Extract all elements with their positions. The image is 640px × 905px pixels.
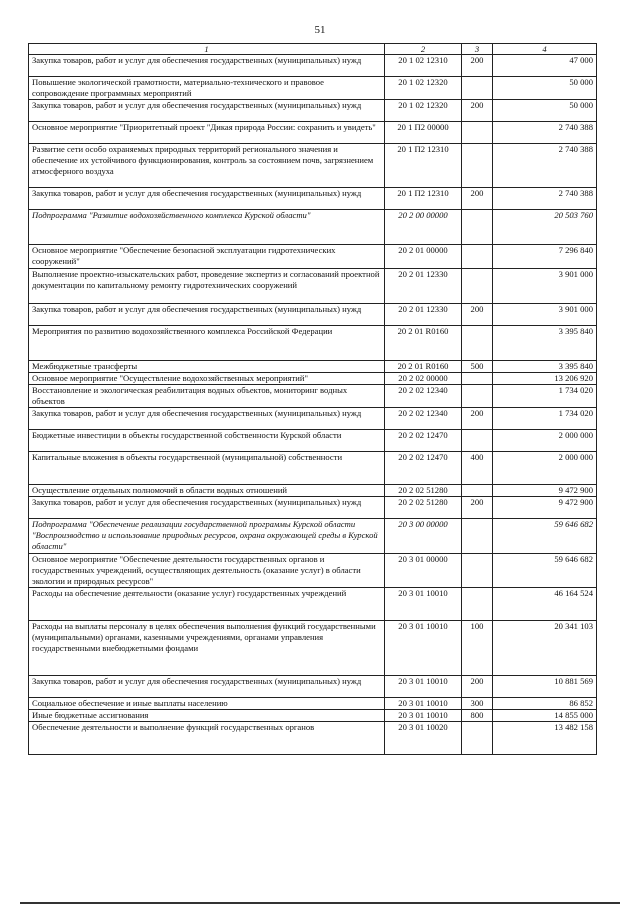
table-row <box>29 304 597 326</box>
row-type-cell: 200 <box>462 676 493 698</box>
table-row <box>29 722 597 755</box>
row-amount-cell: 59 646 682 <box>493 519 597 554</box>
row-name-cell: Мероприятия по развитию водохозяйственного комплекса Российской Федерации <box>29 326 385 361</box>
row-code-cell: 20 3 01 10010 <box>385 698 462 710</box>
row-code-cell: 20 2 02 12470 <box>385 430 462 452</box>
row-amount-cell: 14 855 000 <box>493 710 597 722</box>
row-name-cell: Основное мероприятие "Обеспечение безопасной эксплуатации гидротехнических сооружений" <box>29 245 385 269</box>
row-type-cell: 500 <box>462 361 493 373</box>
row-type-cell <box>462 519 493 554</box>
column-header-name: 1 <box>29 44 385 55</box>
row-amount-cell: 20 341 103 <box>493 621 597 676</box>
row-amount-cell: 3 395 840 <box>493 326 597 361</box>
table-row <box>29 122 597 144</box>
row-code-cell: 20 1 П2 00000 <box>385 122 462 144</box>
row-type-cell <box>462 269 493 304</box>
row-name-cell: Закупка товаров, работ и услуг для обеспечения государственных (муниципальных) нужд <box>29 497 385 519</box>
row-name-cell: Обеспечение деятельности и выполнение функций государственных органов <box>29 722 385 755</box>
row-name-cell: Расходы на обеспечение деятельности (оказание услуг) государственных учреждений <box>29 588 385 621</box>
row-name-cell: Закупка товаров, работ и услуг для обеспечения государственных (муниципальных) нужд <box>29 55 385 77</box>
row-name-cell: Расходы на выплаты персоналу в целях обеспечения выполнения функций государственными (муниципальными) органами, казенными учреждениями, органами управления государственными внебюджетными фондами <box>29 621 385 676</box>
column-header-code: 2 <box>385 44 462 55</box>
row-type-cell: 200 <box>462 304 493 326</box>
table-row <box>29 452 597 485</box>
row-code-cell: 20 2 01 12330 <box>385 304 462 326</box>
row-name-cell: Основное мероприятие "Осуществление водохозяйственных мероприятий" <box>29 373 385 385</box>
row-type-cell <box>462 554 493 588</box>
table-row <box>29 588 597 621</box>
row-amount-cell: 2 000 000 <box>493 430 597 452</box>
table-row <box>29 485 597 497</box>
row-type-cell <box>462 722 493 755</box>
row-type-cell: 200 <box>462 100 493 122</box>
row-type-cell: 400 <box>462 452 493 485</box>
row-code-cell: 20 2 00 00000 <box>385 210 462 245</box>
row-code-cell: 20 2 01 R0160 <box>385 326 462 361</box>
row-code-cell: 20 2 02 12340 <box>385 385 462 408</box>
row-amount-cell: 3 901 000 <box>493 269 597 304</box>
row-amount-cell: 50 000 <box>493 77 597 100</box>
row-type-cell: 200 <box>462 188 493 210</box>
row-amount-cell: 46 164 524 <box>493 588 597 621</box>
column-header-amount: 4 <box>493 44 597 55</box>
table-row <box>29 188 597 210</box>
row-name-cell: Восстановление и экологическая реабилитация водных объектов, мониторинг водных объектов <box>29 385 385 408</box>
row-name-cell: Капитальные вложения в объекты государственной (муниципальной) собственности <box>29 452 385 485</box>
row-code-cell: 20 2 02 51280 <box>385 497 462 519</box>
row-name-cell: Закупка товаров, работ и услуг для обеспечения государственных (муниципальных) нужд <box>29 408 385 430</box>
row-type-cell: 300 <box>462 698 493 710</box>
table-row <box>29 245 597 269</box>
table-row <box>29 621 597 676</box>
row-name-cell: Социальное обеспечение и иные выплаты населению <box>29 698 385 710</box>
row-code-cell: 20 1 П2 12310 <box>385 144 462 188</box>
row-name-cell: Повышение экологической грамотности, материально-технического и правовое сопровождение программных мероприятий <box>29 77 385 100</box>
row-amount-cell: 2 740 388 <box>493 122 597 144</box>
row-code-cell: 20 1 02 12320 <box>385 100 462 122</box>
row-code-cell: 20 3 01 10010 <box>385 621 462 676</box>
row-amount-cell: 3 395 840 <box>493 361 597 373</box>
row-name-cell: Выполнение проектно-изыскательских работ, проведение экспертиз и согласований проектной документации по капитальному ремонту гидротехнических сооружений <box>29 269 385 304</box>
row-code-cell: 20 3 00 00000 <box>385 519 462 554</box>
table-row <box>29 361 597 373</box>
table-row <box>29 676 597 698</box>
table-row <box>29 210 597 245</box>
row-code-cell: 20 2 02 12470 <box>385 452 462 485</box>
row-amount-cell: 47 000 <box>493 55 597 77</box>
row-name-cell: Основное мероприятие "Приоритетный проект "Дикая природа России: сохранить и увидеть" <box>29 122 385 144</box>
row-type-cell <box>462 144 493 188</box>
row-code-cell: 20 2 01 12330 <box>385 269 462 304</box>
row-code-cell: 20 3 01 10010 <box>385 676 462 698</box>
row-name-cell: Основное мероприятие "Обеспечение деятельности государственных органов и государственных учреждений, осуществляющих деятельность (оказание услуг) в области экологии и природных ресурсов" <box>29 554 385 588</box>
row-name-cell: Иные бюджетные ассигнования <box>29 710 385 722</box>
row-code-cell: 20 2 01 R0160 <box>385 361 462 373</box>
page-number: 51 <box>314 24 326 36</box>
table-row <box>29 710 597 722</box>
row-amount-cell: 50 000 <box>493 100 597 122</box>
row-code-cell: 20 3 01 00000 <box>385 554 462 588</box>
row-amount-cell: 2 740 388 <box>493 144 597 188</box>
table-row <box>29 269 597 304</box>
table-row <box>29 430 597 452</box>
table-row <box>29 144 597 188</box>
row-code-cell: 20 3 01 10010 <box>385 588 462 621</box>
row-type-cell: 200 <box>462 408 493 430</box>
table-row <box>29 554 597 588</box>
table-header-row <box>29 44 597 55</box>
table-row <box>29 408 597 430</box>
row-type-cell: 200 <box>462 55 493 77</box>
row-amount-cell: 3 901 000 <box>493 304 597 326</box>
table-row <box>29 497 597 519</box>
row-amount-cell: 86 852 <box>493 698 597 710</box>
row-code-cell: 20 1 02 12320 <box>385 77 462 100</box>
row-type-cell <box>462 588 493 621</box>
column-header-type: 3 <box>462 44 493 55</box>
table-row <box>29 77 597 100</box>
row-name-cell: Закупка товаров, работ и услуг для обеспечения государственных (муниципальных) нужд <box>29 676 385 698</box>
row-amount-cell: 9 472 900 <box>493 497 597 519</box>
row-code-cell: 20 3 01 10010 <box>385 710 462 722</box>
row-name-cell: Закупка товаров, работ и услуг для обеспечения государственных (муниципальных) нужд <box>29 188 385 210</box>
row-type-cell <box>462 430 493 452</box>
row-code-cell: 20 1 П2 12310 <box>385 188 462 210</box>
row-name-cell: Закупка товаров, работ и услуг для обеспечения государственных (муниципальных) нужд <box>29 100 385 122</box>
row-type-cell <box>462 210 493 245</box>
table-row <box>29 55 597 77</box>
row-code-cell: 20 2 02 00000 <box>385 373 462 385</box>
page-bottom-edge <box>20 902 620 904</box>
row-amount-cell: 2 740 388 <box>493 188 597 210</box>
row-name-cell: Подпрограмма "Обеспечение реализации государственной программы Курской области "Воспроизводство и использование природных ресурсов, охрана окружающей среды в Курской области" <box>29 519 385 554</box>
row-type-cell <box>462 326 493 361</box>
row-amount-cell: 13 482 158 <box>493 722 597 755</box>
row-type-cell: 800 <box>462 710 493 722</box>
row-amount-cell: 20 503 760 <box>493 210 597 245</box>
row-code-cell: 20 1 02 12310 <box>385 55 462 77</box>
row-amount-cell: 1 734 020 <box>493 385 597 408</box>
row-amount-cell: 2 000 000 <box>493 452 597 485</box>
row-name-cell: Закупка товаров, работ и услуг для обеспечения государственных (муниципальных) нужд <box>29 304 385 326</box>
row-amount-cell: 9 472 900 <box>493 485 597 497</box>
row-name-cell: Межбюджетные трансферты <box>29 361 385 373</box>
row-code-cell: 20 3 01 10020 <box>385 722 462 755</box>
row-amount-cell: 7 296 840 <box>493 245 597 269</box>
table-row <box>29 519 597 554</box>
row-type-cell <box>462 373 493 385</box>
row-amount-cell: 1 734 020 <box>493 408 597 430</box>
row-code-cell: 20 2 02 12340 <box>385 408 462 430</box>
row-name-cell: Осуществление отдельных полномочий в области водных отношений <box>29 485 385 497</box>
row-amount-cell: 10 881 569 <box>493 676 597 698</box>
row-type-cell: 100 <box>462 621 493 676</box>
row-name-cell: Подпрограмма "Развитие водохозяйственного комплекса Курской области" <box>29 210 385 245</box>
row-amount-cell: 59 646 682 <box>493 554 597 588</box>
table-row <box>29 100 597 122</box>
row-name-cell: Бюджетные инвестиции в объекты государственной собственности Курской области <box>29 430 385 452</box>
table-row <box>29 385 597 408</box>
row-code-cell: 20 2 02 51280 <box>385 485 462 497</box>
row-type-cell <box>462 122 493 144</box>
row-type-cell <box>462 245 493 269</box>
row-type-cell: 200 <box>462 497 493 519</box>
row-name-cell: Развитие сети особо охраняемых природных территорий регионального значения и обеспечение их устойчивого функционирования, контроль за состоянием почв, загрязнением атмосферного воздуха <box>29 144 385 188</box>
table-row <box>29 698 597 710</box>
row-type-cell <box>462 485 493 497</box>
table-row <box>29 373 597 385</box>
row-code-cell: 20 2 01 00000 <box>385 245 462 269</box>
budget-table <box>28 43 597 755</box>
row-amount-cell: 13 206 920 <box>493 373 597 385</box>
row-type-cell <box>462 77 493 100</box>
row-type-cell <box>462 385 493 408</box>
table-row <box>29 326 597 361</box>
